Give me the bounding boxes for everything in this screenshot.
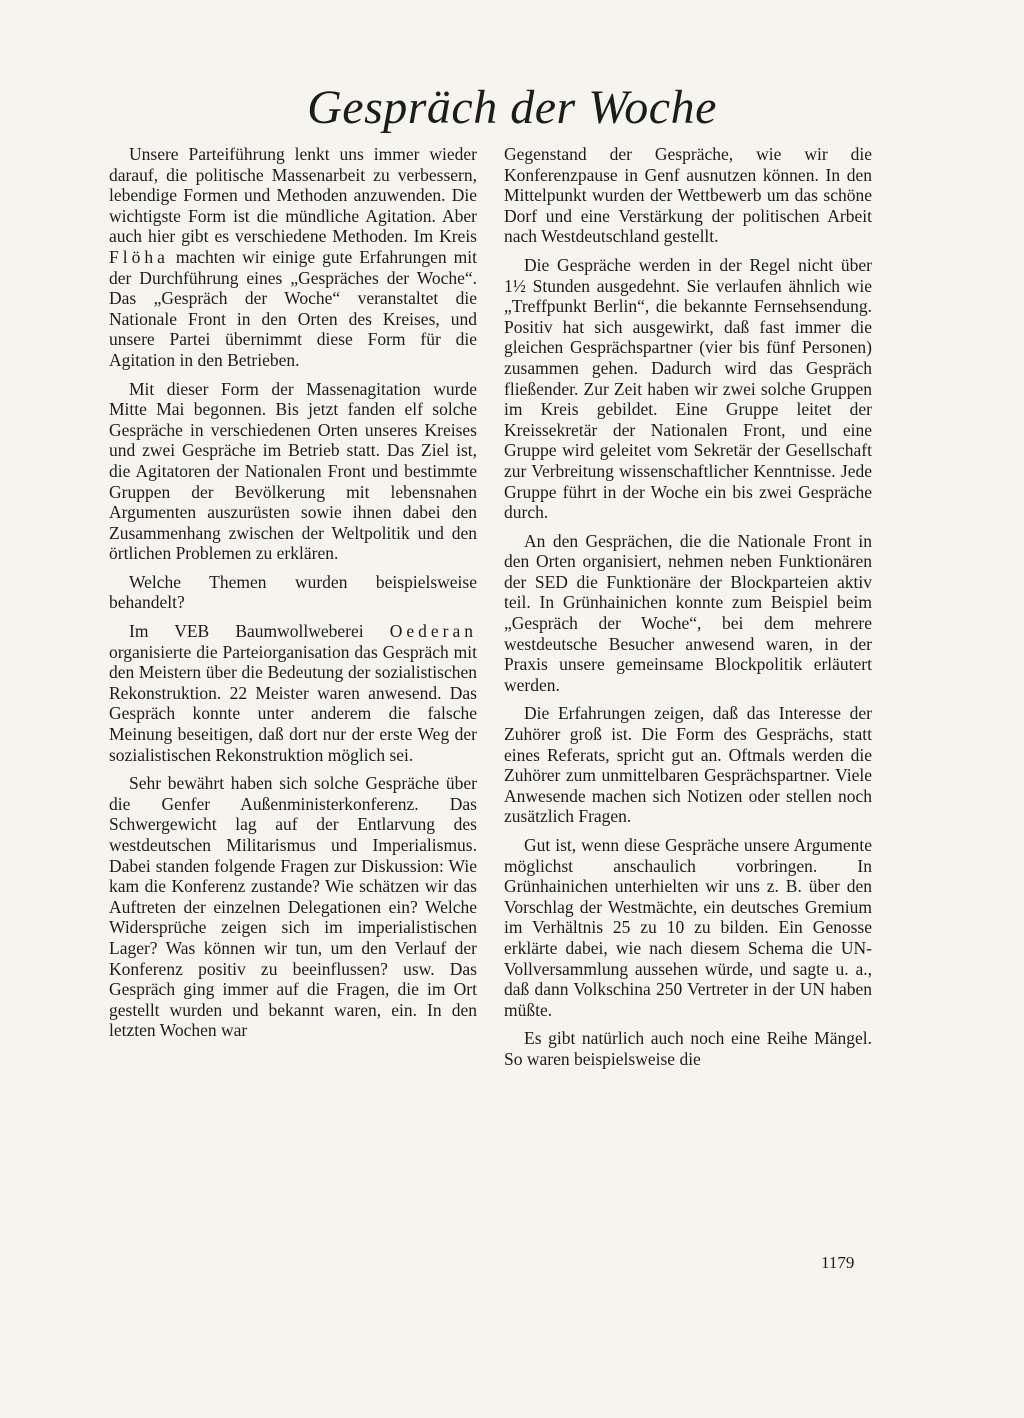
paragraph: Gegenstand der Gespräche, wie wir die Konferenzpause in Genf ausnutzen können. In den Mittelpunkt wurden der Wettbewerb um das schöne Dorf und eine Verstärkung der politischen Arbeit nach Westdeutschland gestellt. bbox=[504, 144, 872, 247]
paragraph: An den Gesprächen, die die Nationale Front in den Orten organisiert, nehmen neben Funktionären der SED die Funktionäre der Blockparteien aktiv teil. In Grünhainichen konnte zum Beispiel beim „Gespräch der Woche“, bei dem mehrere westdeutsche Besucher anwesend waren, in der Praxis unsere gemeinsame Blockpolitik erläutert werden. bbox=[504, 530, 872, 695]
place-name: Flöha bbox=[109, 246, 169, 267]
paragraph: Im VEB Baumwollweberei Oederan organisierte die Parteiorganisation das Gespräch mit den Meistern über die Bedeutung der sozialistischen Rekonstruktion. 22 Meister waren anwesend. Das Gespräch konnte unter anderem die falsche Meinung beseitigen, daß dort nur der erste Weg der sozialistischen Rekonstruktion möglich sei. bbox=[109, 621, 477, 765]
paragraph: Die Gespräche werden in der Regel nicht über 1½ Stunden ausgedehnt. Sie verlaufen ähnlich wie „Treffpunkt Berlin“, die bekannte Fernsehsendung. Positiv hat sich ausgewirkt, daß fast immer die gleichen Gesprächspartner (vier bis fünf Personen) zusammen gehen. Dadurch wird das Gespräch fließender. Zur Zeit haben wir zwei solche Gruppen im Kreis gebildet. Eine Gruppe leitet der Kreissekretär der Nationalen Front, und eine Gruppe wird geleitet vom Sekretär der Gesellschaft zur Verbreitung wissenschaftlicher Kenntnisse. Jede Gruppe führt in der Woche ein bis zwei Gespräche durch. bbox=[504, 254, 872, 523]
paragraph: Gut ist, wenn diese Gespräche unsere Argumente möglichst anschaulich vorbringen. In Grünhainichen unterhielten wir uns z. B. über den Vorschlag der Westmächte, ein deutsches Gremium im Verhältnis 25 zu 10 zu bilden. Ein Genosse erklärte dabei, wie nach diesem Schema die UN-Vollversammlung aussehen würde, und sagte u. a., daß dann Volkschina 250 Vertreter in der UN haben müßte. bbox=[504, 835, 872, 1020]
paragraph: Die Erfahrungen zeigen, daß das Interesse der Zuhörer groß ist. Die Form des Gesprächs, statt eines Referats, spricht gut an. Oftmals werden die Zuhörer zum unmittelbaren Gesprächspartner. Viele Anwesende machen sich Notizen oder stellen noch zusätzlich Fragen. bbox=[504, 703, 872, 827]
page-title: Gespräch der Woche bbox=[307, 81, 717, 134]
paragraph: Unsere Parteiführung lenkt uns immer wieder darauf, die politische Massenarbeit zu verbessern, lebendige Formen und Methoden anzuwenden. Die wichtigste Form ist die mündliche Agitation. Aber auch hier gibt es verschiedene Methoden. Im Kreis Flöha machten wir einige gute Erfahrungen mit der Durchführung eines „Gespräches der Woche“. Das „Gespräch der Woche“ veranstaltet die Nationale Front in den Orten des Kreises, und unsere Partei übernimmt diese Form für die Agitation in den Betrieben. bbox=[109, 144, 477, 370]
paragraph: Mit dieser Form der Massenagitation wurde Mitte Mai begonnen. Bis jetzt fanden elf solche Gespräche in verschiedenen Orten unseres Kreises und zwei Gespräche im Betrieb statt. Das Ziel ist, die Agitatoren der Nationalen Front und bestimmte Gruppen der Bevölkerung mit lebensnahen Argumenten auszurüsten sowie ihnen dabei den Zusammenhang zwischen der Weltpolitik und den örtlichen Problemen zu erklären. bbox=[109, 378, 477, 564]
paragraph: Sehr bewährt haben sich solche Gespräche über die Genfer Außenministerkonferenz. Das Schwergewicht lag auf der Entlarvung des westdeutschen Militarismus und Imperialismus. Dabei standen folgende Fragen zur Diskussion: Wie kam die Konferenz zustande? Wie schätzen wir das Auftreten der einzelnen Delegationen ein? Welche Widersprüche zeigen sich im imperialistischen Lager? Was können wir tun, um den Verlauf der Konferenz positiv zu beeinflussen? usw. Das Gespräch ging immer auf die Fragen, die im Ort gestellt wurden und bekannt waren, ein. In den letzten Wochen war bbox=[109, 773, 477, 1041]
place-name: Oederan bbox=[389, 621, 477, 642]
left-column bbox=[109, 144, 477, 1049]
paragraph: Es gibt natürlich auch noch eine Reihe Mängel. So waren beispielsweise die bbox=[504, 1028, 872, 1069]
page-number: 1179 bbox=[821, 1253, 855, 1272]
paragraph: Welche Themen wurden beispielsweise behandelt? bbox=[109, 571, 477, 613]
right-column bbox=[504, 144, 872, 1078]
